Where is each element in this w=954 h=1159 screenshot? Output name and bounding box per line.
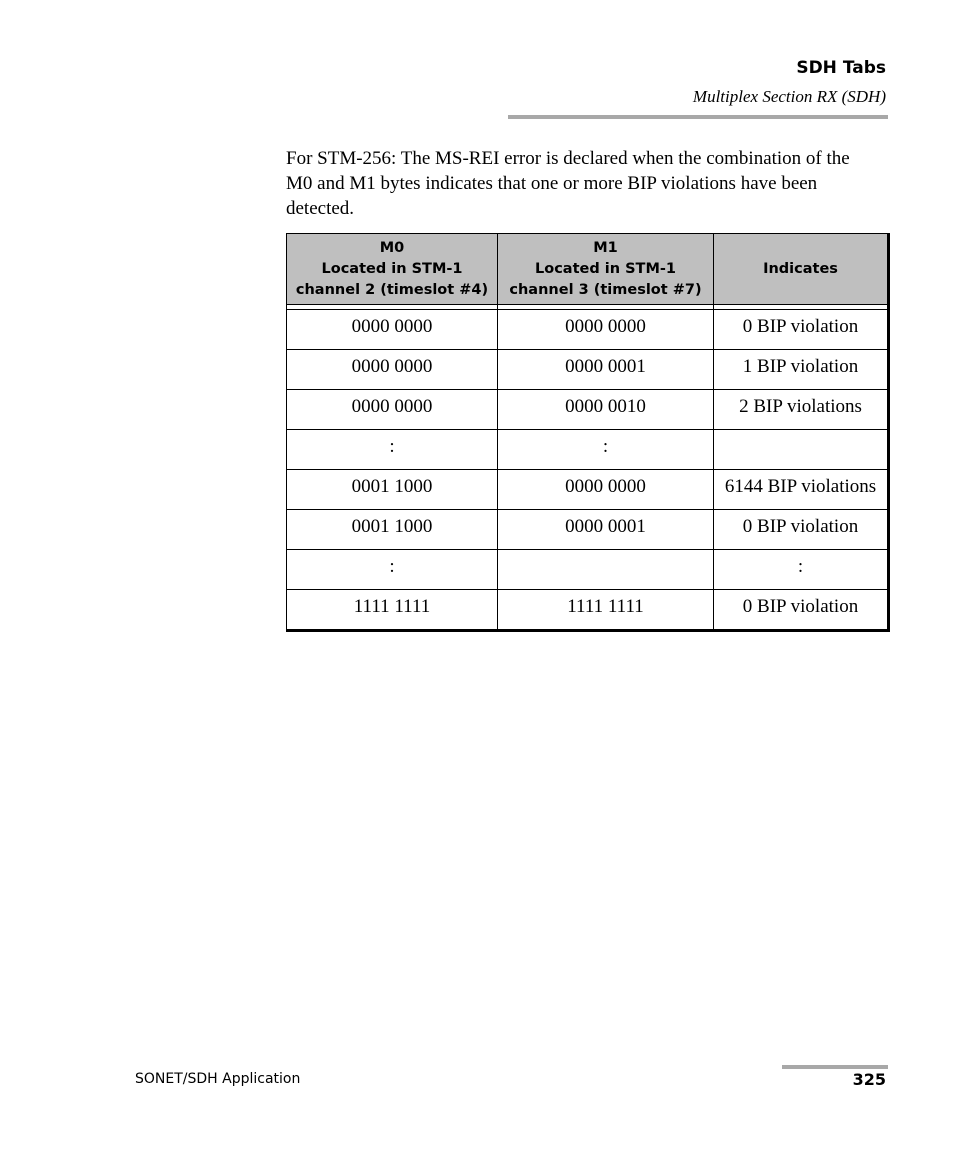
cell-m1: 1111 1111 <box>498 590 714 631</box>
cell-indicates: 1 BIP violation <box>714 350 889 390</box>
bip-violations-table <box>286 233 890 632</box>
cell-m1 <box>498 550 714 590</box>
cell-indicates: 0 BIP violation <box>714 510 889 550</box>
table-row <box>287 310 889 350</box>
table-row <box>287 510 889 550</box>
header-m0 <box>287 234 498 305</box>
header-indicates <box>714 234 889 305</box>
table-row <box>287 550 889 590</box>
header-m1-line: channel 3 (timeslot #7) <box>509 281 702 298</box>
cell-m1: 0000 0000 <box>498 470 714 510</box>
intro-paragraph: For STM-256: The MS-REI error is declared when the combination of the M0 and M1 bytes indicates that one or more BIP violations have been detected. <box>286 148 850 219</box>
cell-indicates <box>714 430 889 470</box>
cell-m1: 0000 0001 <box>498 350 714 390</box>
cell-indicates: 2 BIP violations <box>714 390 889 430</box>
header-m1-line: Located in STM-1 <box>535 260 676 277</box>
table-row <box>287 470 889 510</box>
page-number: 325 <box>852 1070 886 1089</box>
cell-m0: 0001 1000 <box>287 510 498 550</box>
cell-indicates: 0 BIP violation <box>714 590 889 631</box>
cell-m0: : <box>287 550 498 590</box>
cell-indicates: 0 BIP violation <box>714 310 889 350</box>
cell-m1: 0000 0010 <box>498 390 714 430</box>
cell-m1: : <box>498 430 714 470</box>
cell-m0: 0000 0000 <box>287 390 498 430</box>
header-m1 <box>498 234 714 305</box>
cell-m1: 0000 0001 <box>498 510 714 550</box>
section-title: SDH Tabs <box>796 58 886 78</box>
header-m0-line: M0 <box>379 239 405 256</box>
table-row <box>287 390 889 430</box>
table-header-row <box>287 234 889 305</box>
cell-indicates: : <box>714 550 889 590</box>
footer-divider <box>782 1065 888 1069</box>
header-m0-line: channel 2 (timeslot #4) <box>295 281 489 298</box>
cell-m0: 1111 1111 <box>287 590 498 631</box>
cell-m0: 0000 0000 <box>287 350 498 390</box>
header-m1-line: M1 <box>593 239 618 256</box>
header-divider <box>508 115 888 119</box>
header-m0-line: Located in STM-1 <box>321 260 463 277</box>
table-row <box>287 430 889 470</box>
table-row <box>287 590 889 631</box>
cell-m0: 0000 0000 <box>287 310 498 350</box>
section-subtitle: Multiplex Section RX (SDH) <box>692 87 886 106</box>
cell-m0: 0001 1000 <box>287 470 498 510</box>
footer-document-title: SONET/SDH Application <box>135 1071 301 1087</box>
table-row <box>287 350 889 390</box>
cell-indicates: 6144 BIP violations <box>714 470 889 510</box>
cell-m0: : <box>287 430 498 470</box>
header-indicates-line: Indicates <box>763 260 838 277</box>
cell-m1: 0000 0000 <box>498 310 714 350</box>
